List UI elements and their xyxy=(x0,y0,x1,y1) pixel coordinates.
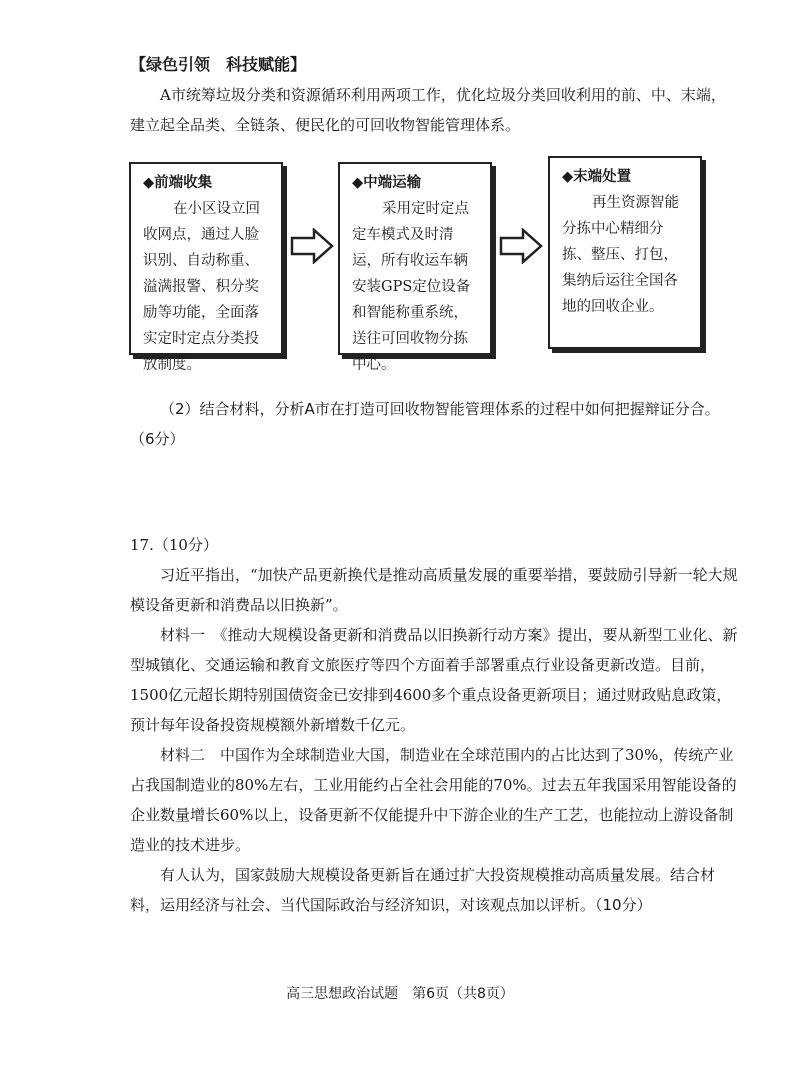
question-17 xyxy=(130,530,740,920)
flow-box-front-end xyxy=(129,162,283,373)
material-1: 材料一 《推动大规模设备更新和消费品以旧换新行动方案》提出，要从新型工业化、新型城镇化、交通运输和教育文旅医疗等四个方面着手部署重点行业设备更新改造。目前，1500亿元超长期特别国债资金已安排到4600多个重点设备更新项目；通过财政贴息政策，预计每年设备投资规模额外新增数千亿元。 xyxy=(130,626,738,734)
flow-box-title: ◆末端处置 xyxy=(562,169,632,185)
flow-box-body: 再生资源智能分拣中心精细分拣、整压、打包，集纳后运往全国各地的回收企业。 xyxy=(562,195,679,315)
question-2-score: （6分） xyxy=(130,430,185,448)
question-17-prompt: 有人认为，国家鼓励大规模设备更新旨在通过扩大投资规模推动高质量发展。结合材料，运用经济与社会、当代国际政治与经济知识，对该观点加以评析。（10分） xyxy=(130,866,716,914)
question-2 xyxy=(130,394,740,454)
flow-box-title: ◆前端收集 xyxy=(143,175,213,191)
flow-box-title: ◆中端运输 xyxy=(352,175,422,191)
question-2-text: （2）结合材料，分析A市在打造可回收物智能管理体系的过程中如何把握辩证分合。 xyxy=(160,400,720,418)
flow-box-back-end xyxy=(548,156,702,349)
section-intro: A市统筹垃圾分类和资源循环利用两项工作，优化垃圾分类回收利用的前、中、末端，建立起全品类、全链条、便民化的可回收物智能管理体系。 xyxy=(130,86,726,134)
flow-box-body: 采用定时定点定车模式及时清运，所有收运车辆安装GPS定位设备和智能称重系统，送往可回收物分拣中心。 xyxy=(352,201,471,373)
page-footer: 高三思想政治试题 第6页（共8页） xyxy=(286,986,514,1002)
right-arrow-icon xyxy=(499,228,543,264)
question-17-number: 17.（10分） xyxy=(130,536,218,554)
section-heading: 【绿色引领 科技赋能】 xyxy=(130,55,307,74)
flow-box-body: 在小区设立回收网点，通过人脸识别、自动称重、溢满报警、积分奖励等功能，全面落实定时定点分类投放制度。 xyxy=(143,201,260,373)
flow-box-mid-end xyxy=(338,162,492,373)
right-arrow-icon xyxy=(290,228,334,264)
question-17-quote: 习近平指出，“加快产品更新换代是推动高质量发展的重要举措，要鼓励引导新一轮大规模设备更新和消费品以旧换新”。 xyxy=(130,566,738,614)
material-2: 材料二 中国作为全球制造业大国，制造业在全球范围内的占比达到了30%，传统产业占我国制造业的80%左右，工业用能约占全社会用能的70%。过去五年我国采用智能设备的企业数量增长60%以上，设备更新不仅能提升中下游企业的生产工艺，也能拉动上游设备制造业的技术进步。 xyxy=(130,746,737,854)
